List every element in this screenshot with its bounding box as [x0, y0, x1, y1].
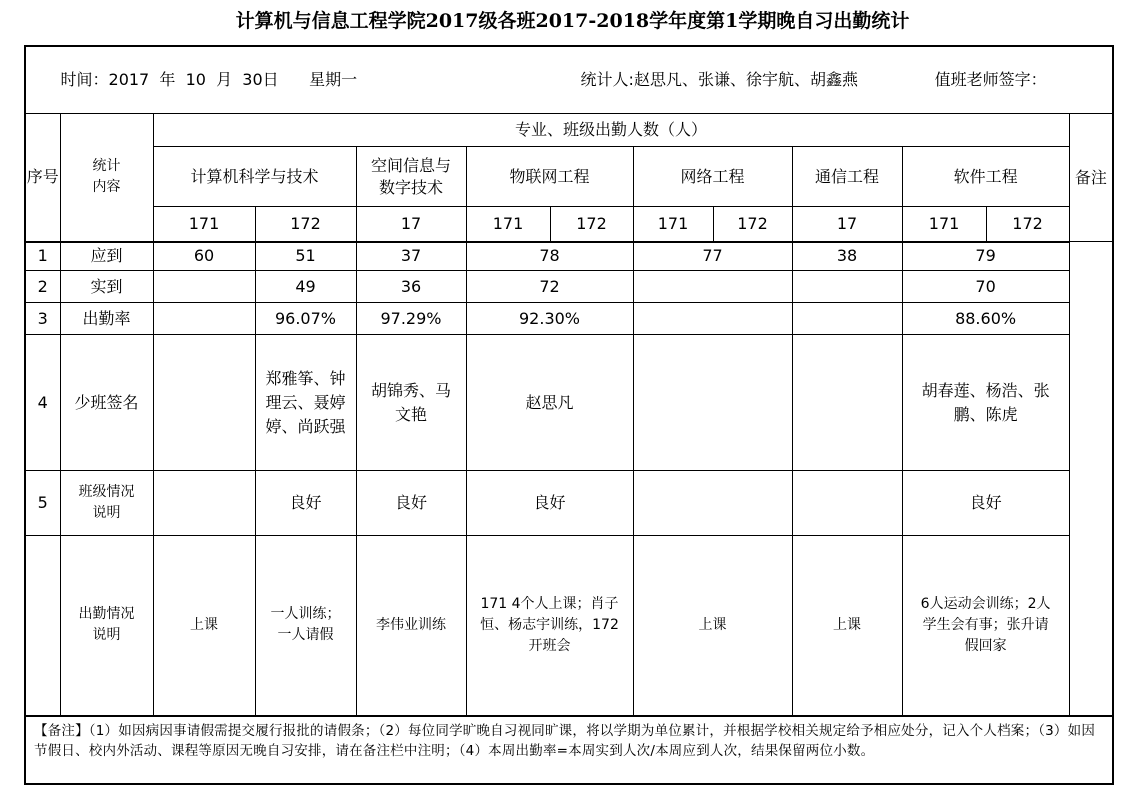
row-seq: 2: [25, 271, 60, 303]
info-bar: [25, 46, 550, 114]
notes-text: 【备注】（1）如因病因事请假需提交履行报批的请假条；（2）每位同学旷晚自习视同旷课，将以学期为单位累计，并根据学校相关规定给予相应处分，记入个人档案；（3）如因节假日、校内外活动、课程等原因无晚自习安排，请在备注栏中注明；（4）本周出勤率=本周实到人次/本周应到人次，结果保留两位小数。: [34, 722, 1096, 759]
cell-soft: 良好: [902, 471, 1069, 536]
class-net-171: 171: [633, 207, 713, 242]
row-label: 出勤率: [60, 303, 153, 335]
cell-soft: 88.60%: [902, 303, 1069, 335]
major-comm: 通信工程: [792, 147, 902, 207]
cell-spatial-text: 胡锦秀、马 文艳: [370, 380, 451, 424]
weekday-text: 星期一: [309, 70, 358, 89]
row-label: [60, 536, 153, 716]
sheet-title: 计算机与信息工程学院2017级各班2017-2018学年度第1学期晚自习出勤统计: [235, 10, 910, 32]
cell-remarks: [1069, 536, 1113, 716]
cell-remarks: [1069, 335, 1113, 471]
cell-cs172: [255, 536, 356, 716]
cell-soft: 79: [902, 242, 1069, 271]
cell-cs171: 上课: [153, 536, 255, 716]
class-net-172: 172: [713, 207, 792, 242]
cell-iot: 92.30%: [466, 303, 633, 335]
cell-soft-text: 6人运动会训练；2人 学生会有事；张升请 假回家: [920, 595, 1051, 654]
cell-cs171: [153, 471, 255, 536]
cell-cs172-text: 一人训练； 一人请假: [270, 606, 341, 644]
counters-cell: [550, 46, 902, 114]
cell-net: [633, 271, 792, 303]
class-soft-171: 171: [902, 207, 986, 242]
major-net: 网络工程: [633, 147, 792, 207]
major-cs: 计算机科学与技术: [153, 147, 356, 207]
cell-remarks: [1069, 271, 1113, 303]
cell-cs171: [153, 303, 255, 335]
class-cs-171: 171: [153, 207, 255, 242]
cell-net: [633, 335, 792, 471]
header-remarks: 备注: [1069, 114, 1113, 242]
cell-spatial: 97.29%: [356, 303, 466, 335]
cell-iot: [466, 536, 633, 716]
cell-comm: 上课: [792, 536, 902, 716]
row-seq: 3: [25, 303, 60, 335]
major-soft: 软件工程: [902, 147, 1069, 207]
cell-soft-text: 胡春莲、杨浩、张 鹏、陈虎: [921, 380, 1050, 424]
major-spatial: [356, 147, 466, 207]
date-text: 时间：2017 年 10 月 30日: [60, 70, 279, 89]
cell-cs172: 49: [255, 271, 356, 303]
header-seq: 序号: [25, 114, 60, 242]
class-comm-17: 17: [792, 207, 902, 242]
cell-iot: 78: [466, 242, 633, 271]
cell-net: 77: [633, 242, 792, 271]
cell-comm: 38: [792, 242, 902, 271]
row-label: 实到: [60, 271, 153, 303]
cell-net: [633, 471, 792, 536]
class-iot-172: 172: [550, 207, 633, 242]
row-seq: [25, 536, 60, 716]
cell-soft: [902, 335, 1069, 471]
cell-cs172-text: 郑雅筝、钟 理云、聂婷 婷、尚跃强: [265, 368, 346, 436]
notes-box: [25, 716, 1113, 784]
cell-net: 上课: [633, 536, 792, 716]
cell-remarks: [1069, 471, 1113, 536]
cell-iot: 良好: [466, 471, 633, 536]
cell-comm: [792, 335, 902, 471]
row-label: 应到: [60, 242, 153, 271]
cell-cs172: 51: [255, 242, 356, 271]
cell-spatial: 良好: [356, 471, 466, 536]
header-group: 专业、班级出勤人数（人）: [153, 114, 1069, 147]
cell-net: [633, 303, 792, 335]
cell-iot: 赵思凡: [466, 335, 633, 471]
attendance-table: [24, 45, 1114, 785]
cell-spatial: 李伟业训练: [356, 536, 466, 716]
header-content-text: 统计 内容: [92, 158, 121, 196]
cell-spatial: 36: [356, 271, 466, 303]
cell-spatial: 37: [356, 242, 466, 271]
cell-remarks: [1069, 242, 1113, 271]
row-label: [60, 471, 153, 536]
row-seq: 5: [25, 471, 60, 536]
class-cs-172: 172: [255, 207, 356, 242]
cell-iot: 72: [466, 271, 633, 303]
cell-cs171: [153, 335, 255, 471]
cell-cs172: 96.07%: [255, 303, 356, 335]
cell-cs171: [153, 271, 255, 303]
cell-cs172: 良好: [255, 471, 356, 536]
major-spatial-text: 空间信息与 数字技术: [370, 155, 451, 197]
row-label-text: 班级情况 说明: [78, 484, 135, 521]
cell-cs172: [255, 335, 356, 471]
cell-soft: [902, 536, 1069, 716]
cell-comm: [792, 471, 902, 536]
teacher-sign-label: 值班老师签字：: [934, 70, 1047, 89]
class-soft-172: 172: [986, 207, 1069, 242]
class-spatial-17: 17: [356, 207, 466, 242]
cell-soft: 70: [902, 271, 1069, 303]
counters-text: 统计人:赵思凡、张谦、徐宇航、胡鑫燕: [580, 70, 858, 89]
row-seq: 4: [25, 335, 60, 471]
teacher-sign-cell: [902, 46, 1113, 114]
row-label: 少班签名: [60, 335, 153, 471]
cell-spatial: [356, 335, 466, 471]
row-label-text: 出勤情况 说明: [78, 606, 135, 644]
row-seq: 1: [25, 242, 60, 271]
cell-remarks: [1069, 303, 1113, 335]
cell-iot-text: 171 4个人上课；肖子 恒、杨志宇训练，172 开班会: [480, 595, 619, 654]
header-content: [60, 114, 153, 242]
cell-cs171: 60: [153, 242, 255, 271]
cell-comm: [792, 271, 902, 303]
major-iot: 物联网工程: [466, 147, 633, 207]
class-iot-171: 171: [466, 207, 550, 242]
cell-comm: [792, 303, 902, 335]
